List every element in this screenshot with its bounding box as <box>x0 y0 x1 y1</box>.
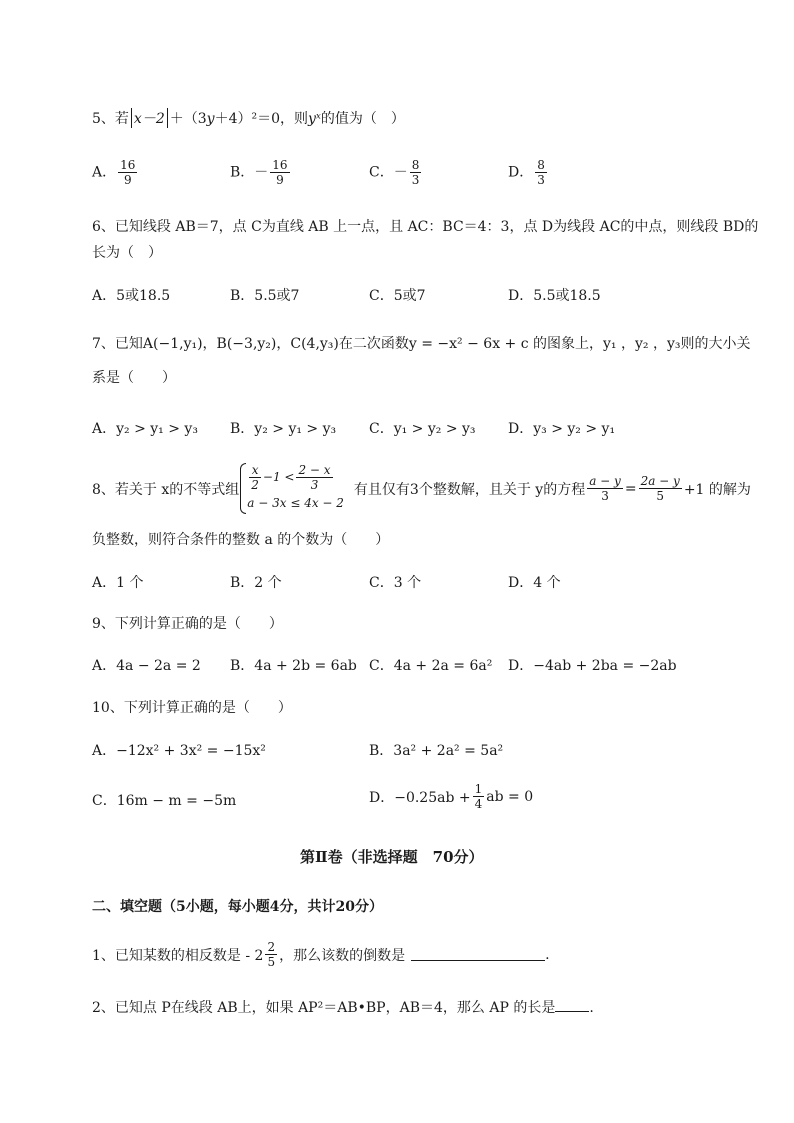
option-d-pre: D．−0.25ab + <box>369 789 471 806</box>
q5-text-c: ＋4）²＝0，则 <box>214 111 309 127</box>
fill2-answer-blank[interactable] <box>555 999 589 1012</box>
q5-option-c[interactable] <box>369 158 423 187</box>
q5-option-b[interactable] <box>230 158 292 187</box>
numerator: 1 <box>474 782 483 796</box>
numerator: 16 <box>272 158 288 172</box>
q5-option-d[interactable] <box>508 158 549 187</box>
q7-option-c[interactable]: C．y₁ > y₂ > y₃ <box>369 421 476 437</box>
q10-option-d[interactable] <box>369 782 533 811</box>
option-fraction <box>270 158 289 187</box>
q10-option-b[interactable]: B．3a² + 2a² = 5a² <box>369 743 504 759</box>
q6-option-a[interactable]: A．5或18.5 <box>92 288 171 304</box>
option-fraction <box>410 158 422 187</box>
q5-option-a[interactable] <box>92 158 139 187</box>
inequality-2: a − 3x ≤ 4x − 2 <box>247 496 344 510</box>
fill1-pre: 1、已知某数的相反数是 - 2 <box>92 947 264 964</box>
q8-suffix: +1 的解为 <box>683 481 751 498</box>
numerator: x <box>249 463 261 478</box>
option-fraction <box>118 158 137 187</box>
denominator: 3 <box>537 173 545 187</box>
q9-stem: 9、下列计算正确的是（ ） <box>92 616 283 632</box>
q10-option-a[interactable]: A．−12x² + 3x² = −15x² <box>92 743 266 759</box>
numerator: 8 <box>537 158 545 172</box>
inequality-system <box>239 463 344 514</box>
q6-stem-line1: 6、已知线段 AB＝7，点 C为直线 AB 上一点，且 AC：BC＝4：3，点 D为线段 AC的中点，则线段 BD的 <box>92 219 759 235</box>
q8-option-b[interactable]: B．2 个 <box>230 575 282 591</box>
equals-sign: = <box>624 480 637 497</box>
fraction <box>249 463 261 492</box>
option-letter: A． <box>92 164 117 181</box>
q5-var-yx: yˣ <box>308 111 321 127</box>
numerator: 2 <box>267 940 276 954</box>
numerator: 8 <box>411 158 420 172</box>
fraction <box>296 463 332 492</box>
option-letter: B． <box>230 164 255 181</box>
denominator: 4 <box>474 797 483 811</box>
denominator: 3 <box>601 489 609 503</box>
q9-option-b[interactable]: B．4a + 2b = 6ab <box>230 658 357 674</box>
q10-stem: 10、下列计算正确的是（ ） <box>92 700 292 716</box>
option-d-fraction <box>473 782 485 811</box>
fill1-post: ，那么该数的倒数是 <box>279 947 406 964</box>
q5-text-a: 若 <box>114 111 129 127</box>
numerator: 16 <box>120 158 136 172</box>
option-sign: － <box>393 164 408 181</box>
q5-text-b: ＋（3 <box>169 111 207 127</box>
q7-option-d[interactable]: D．y₃ > y₂ > y₁ <box>508 421 616 437</box>
q7-stem-line2: 系是（ ） <box>92 370 176 386</box>
option-fraction <box>535 158 547 187</box>
q10-option-c[interactable]: C．16m − m = −5m <box>92 793 237 809</box>
q6-option-b[interactable]: B．5.5或7 <box>230 288 300 304</box>
fill2-end: . <box>589 1000 594 1016</box>
q8-stem-line1 <box>92 463 751 514</box>
numerator: 2a − y <box>640 474 680 488</box>
denominator: 2 <box>251 478 259 492</box>
numerator: 2 − x <box>298 463 331 477</box>
part2-title: 第Ⅱ卷（非选择题 70分） <box>300 848 484 866</box>
fill1-fraction <box>265 940 277 969</box>
q7-option-a[interactable]: A．y₂ > y₁ > y₃ <box>92 421 198 437</box>
q8-option-a[interactable]: A．1 个 <box>92 575 144 591</box>
option-letter: C． <box>369 164 394 181</box>
q5-abs-value: x－2 <box>131 108 168 128</box>
q7-option-b[interactable]: B．y₂ > y₁ > y₃ <box>230 421 337 437</box>
denominator: 9 <box>276 173 284 187</box>
ineq-mid: −1 < <box>262 470 295 484</box>
q9-option-d[interactable]: D．−4ab + 2ba = −2ab <box>508 658 677 674</box>
q5-stem <box>92 108 405 128</box>
inequality-1 <box>247 463 344 492</box>
denominator: 3 <box>411 173 420 187</box>
q7-stem-line1: 7、已知A(−1,y₁)，B(−3,y₂)，C(4,y₃)在二次函数y = −x² − 6x + c 的图象上，y₁ ，y₂ ，y₃则的大小关 <box>92 336 751 352</box>
q8-stem-line2: 负整数，则符合条件的整数 a 的个数为（ ） <box>92 532 390 548</box>
fill2-text: 2、已知点 P在线段 AB上，如果 AP²＝AB•BP，AB＝4，那么 AP 的长是 <box>92 1000 556 1016</box>
section2-title: 二、填空题（5小题，每小题4分，共计20分） <box>92 899 383 915</box>
equation-left-fraction <box>587 474 623 503</box>
denominator: 3 <box>310 478 319 492</box>
numerator: a − y <box>589 474 621 488</box>
q8-option-c[interactable]: C．3 个 <box>369 575 422 591</box>
fill1-stem <box>92 940 550 969</box>
q9-option-c[interactable]: C．4a + 2a = 6a² <box>369 658 493 674</box>
denominator: 5 <box>656 489 665 503</box>
q5-text-d: 的值为（ ） <box>320 111 405 127</box>
fill2-stem <box>92 997 594 1017</box>
q8-option-d[interactable]: D．4 个 <box>508 575 561 591</box>
denominator: 9 <box>123 173 132 187</box>
fill1-answer-blank[interactable] <box>411 948 545 961</box>
q5-number: 5、 <box>92 111 115 127</box>
q8-middle: 有且仅有3个整数解，且关于 y的方程 <box>353 481 586 498</box>
equation-right-fraction <box>639 474 682 503</box>
q9-option-a[interactable]: A．4a − 2a = 2 <box>92 658 201 674</box>
fill1-end: . <box>545 946 550 963</box>
q6-option-d[interactable]: D．5.5或18.5 <box>508 288 601 304</box>
denominator: 5 <box>267 955 276 969</box>
q5-var-y: y <box>206 111 215 127</box>
q6-stem-line2: 长为（ ） <box>92 245 162 261</box>
q8-prefix: 8、若关于 x的不等式组 <box>92 481 240 498</box>
q6-option-c[interactable]: C．5或7 <box>369 288 426 304</box>
option-letter: D． <box>508 164 534 181</box>
option-d-post: ab = 0 <box>486 788 534 805</box>
option-sign: － <box>254 164 269 181</box>
